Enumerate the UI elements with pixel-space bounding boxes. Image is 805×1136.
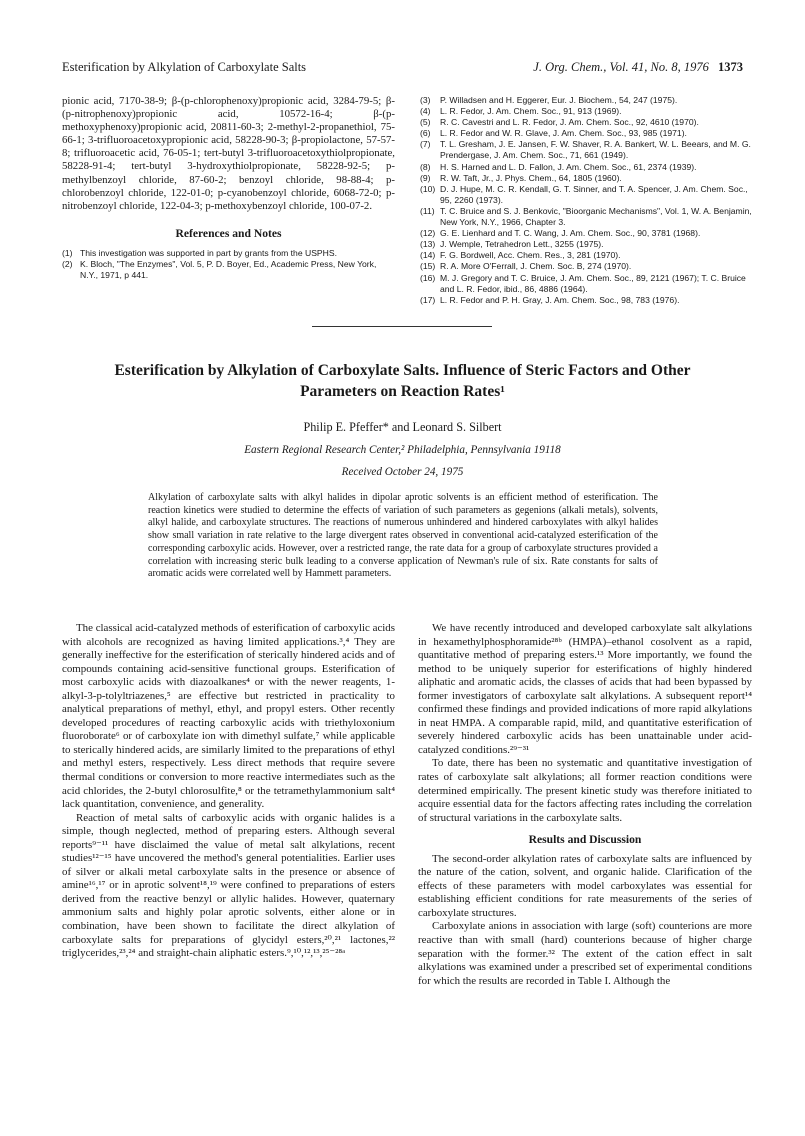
article-affiliation: Eastern Regional Research Center,² Philadelphia, Pennsylvania 19118 [244, 444, 561, 456]
body-right-column [418, 622, 752, 988]
reference-number: (12) [420, 228, 436, 239]
body-paragraph: Reaction of metal salts of carboxylic acids with organic halides is a simple, though neglected, method of preparing esters. Although several reports⁹⁻¹¹ have disclaimed the value of metal salt alkylations, recent studies¹²⁻¹⁵ have uncovered the method's general potentialities. Earlier uses of silver or alkali metal carboxylate salts in the presence or absence of amine¹⁶,¹⁷ or in aprotic solvent¹⁸,¹⁹ were confined to preparations of esters derived from the reactive benzyl or allylic halides. However, quaternary ammonium salts and highly polar aprotic solvents, either alone or in combination, have been shown to facilitate the direct alkylation of carboxylate salts for preparations of glycidyl esters,²⁰,²¹ lactones,²² triglycerides,²³,²⁴ and straight-chain aliphatic esters.⁹,¹⁰,¹²,¹³,²⁵⁻²⁸ᵃ [62, 811, 395, 960]
running-head-citation [533, 60, 743, 75]
article-abstract: Alkylation of carboxylate salts with alkyl halides in dipolar aprotic solvents is an efficient method of esterification. The reaction kinetics were studied to determine the effects of variation of such parameters as gegenions (alkali metals), solvents, alkyl halide, and carboxylate structures. The reactions of numerous unhindered and hindered carboxylates with alkyl halides show small variation in rate relative to the large divergent rates observed in conventional acid-catalyzed esterification of the corresponding carboxylic acids. However, over a restricted range, the rate data for a group of carboxylate structures provided a correlation with increasing steric bulk leading to a converse application of Newman's rule of six. Rate constants for salts of aromatic acids were correlated well by Hammett parameters. [148, 492, 658, 580]
reference-number: (9) [420, 172, 431, 183]
reference-number: (10) [420, 183, 436, 194]
registry-numbers-text: pionic acid, 7170-38-9; β-(p-chlorophenoxy)propionic acid, 3284-79-5; β-(p-nitrophenoxy)propionic acid, 10572-16-4; β-(p-methoxyphenoxy)propionic acid, 20811-60-3; 2-methyl-2-propanethiol, 75-66-1; 3-trifluoroacetoxypropionic acid, 58228-90-3; β-propiolactone, 57-57-8; trifluoroacetic acid, 76-05-1; tert-butyl 3-trifluoroacetoxythiolpropionate, 58228-91-4; tert-butyl 3-hydroxythiolpropionate, 58228-92-5; p-methylbenzoyl chloride, 87-60-2; benzoyl chloride, 98-88-4; p-chlorobenzoyl chloride, 122-01-0; p-cyanobenzoyl chloride, 6068-72-0; p-nitrobenzoyl chloride, 122-04-3; p-methoxybenzoyl chloride, 100-07-2. [62, 95, 395, 212]
previous-article-references [420, 95, 753, 306]
body-paragraph: We have recently introduced and developed carboxylate salt alkylations in hexamethylphosphoramide²⁸ᵇ (HMPA)–ethanol cosolvent as a rapid, quantitative method of preparing esters.¹³ More importantly, we found the method to be uniquely superior for esterifications of highly hindered aliphatic and aromatic acids, the classes of acids that had been bypassed by former investigators of carboxylate salt alkylations. A subsequent report¹⁴ confirmed these findings and provided indications of more rapid alkylations in neat HMPA. A comparable rapid, mild, and quantitative esterification of severely hindered carboxylic acids has been unattainable under acid-catalyzed conditions.²⁹⁻³¹ [418, 622, 752, 756]
reference-item [420, 139, 753, 161]
reference-item [420, 128, 753, 139]
reference-number: (2) [62, 259, 73, 270]
reference-item [420, 273, 753, 295]
reference-number: (17) [420, 294, 436, 305]
results-heading: Results and Discussion [528, 833, 642, 847]
notes-list [62, 248, 395, 281]
reference-text: J. Wemple, Tetrahedron Lett., 3255 (1975). [440, 239, 604, 250]
reference-text: K. Bloch, "The Enzymes", Vol. 5, P. D. Boyer, Ed., Academic Press, New York, N.Y., 1971, p 441. [80, 259, 377, 281]
reference-number: (15) [420, 261, 436, 272]
reference-item [420, 106, 753, 117]
reference-item [420, 184, 753, 206]
reference-number: (8) [420, 161, 431, 172]
reference-text: R. C. Cavestri and L. R. Fedor, J. Am. Chem. Soc., 92, 4610 (1970). [440, 117, 699, 128]
reference-text: L. R. Fedor, J. Am. Chem. Soc., 91, 913 (1969). [440, 106, 622, 117]
body-paragraph: The classical acid-catalyzed methods of esterification of carboxylic acids with alcohols are recognized as having limited applications.³,⁴ They are generally ineffective for the esterification of sterically hindered acids and of compounds containing acid-sensitive functional groups. Esterification of most carboxylic acids with diazoalkanes⁴ or with the newer reagents, 1-alkyl-3-p-tolyltriazenes,⁵ are effective but restricted in practicality to analytical preparations of methyl, ethyl, and propyl esters. Other recently developed procedures of reacting carboxylic acids with triethyloxonium fluoroborate⁶ or of carboxylate ion with dimethyl sulfate,⁷ while applicable to sterically hindered acids, are similarly limited to the preparations of ethyl and methyl esters, respectively. Less direct methods that require severe thermal conditions or conversion to more reactive intermediates such as the acid chlorides, the 2-butyl chlorosulfite,⁸ or the tetramethylammonium salt⁴ lack quantitation, convenience, and generality. [62, 622, 395, 811]
reference-number: (4) [420, 106, 431, 117]
reference-number: (14) [420, 250, 436, 261]
reference-item [420, 117, 753, 128]
reference-number: (16) [420, 272, 436, 283]
reference-number: (6) [420, 128, 431, 139]
reference-text: M. J. Gregory and T. C. Bruice, J. Am. Chem. Soc., 89, 2121 (1967); T. C. Bruice and L. R. Fedor, ibid., 86, 4886 (1964). [440, 272, 746, 294]
reference-text: T. C. Bruice and S. J. Benkovic, "Bioorganic Mechanisms", Vol. 1, W. A. Benjamin, New York, N.Y., 1966, Chapter 3. [440, 205, 752, 228]
previous-article-left-column [62, 95, 395, 281]
page-number: 1373 [718, 60, 743, 74]
reference-text: R. A. More O'Ferrall, J. Chem. Soc. B, 274 (1970). [440, 261, 632, 272]
reference-text: H. S. Harned and L. D. Fallon, J. Am. Chem. Soc., 61, 2374 (1939). [440, 161, 697, 172]
reference-item [420, 206, 753, 228]
running-head-title: Esterification by Alkylation of Carboxylate Salts [62, 60, 307, 74]
reference-number: (3) [420, 95, 431, 105]
reference-text: P. Willadsen and H. Eggerer, Eur. J. Biochem., 54, 247 (1975). [440, 95, 678, 105]
body-paragraph: Carboxylate anions in association with large (soft) counterions are more reactive than with small (hard) counterions because of higher charge separation with the former.³² The extent of the cation effect in salt alkylations was examined under a prescribed set of experimental conditions for which the results are recorded in Table I. Although the [418, 920, 752, 987]
reference-item [420, 295, 753, 306]
reference-number: (13) [420, 239, 436, 250]
reference-number: (5) [420, 117, 431, 128]
article-divider [312, 326, 492, 327]
journal-citation: J. Org. Chem., Vol. 41, No. 8, 1976 [533, 60, 709, 74]
reference-text: T. L. Gresham, J. E. Jansen, F. W. Shaver, R. A. Bankert, W. L. Beears, and M. G. Prendergase, J. Am. Chem. Soc., 71, 661 (1949). [440, 139, 751, 161]
reference-item [420, 173, 753, 184]
reference-text: G. E. Lienhard and T. C. Wang, J. Am. Chem. Soc., 90, 3781 (1968). [440, 228, 701, 239]
reference-text: This investigation was supported in part by grants from the USPHS. [80, 247, 337, 258]
reference-text: L. R. Fedor and P. H. Gray, J. Am. Chem. Soc., 98, 783 (1976). [440, 294, 680, 305]
reference-item [62, 248, 395, 259]
body-left-column [62, 622, 395, 961]
body-paragraph: To date, there has been no systematic and quantitative investigation of rates of carboxylate salt alkylations; all former reaction conditions were determined empirically. The present kinetic study was therefore initiated to acquire essential data for the factors affecting rates including the correlation of structural variations in the carboxylate salts. [418, 757, 752, 824]
reference-text: R. W. Taft, Jr., J. Phys. Chem., 64, 1805 (1960). [440, 172, 622, 183]
reference-number: (11) [420, 205, 435, 216]
reference-text: L. R. Fedor and W. R. Glave, J. Am. Chem. Soc., 93, 985 (1971). [440, 128, 687, 139]
reference-item [62, 259, 395, 281]
notes-heading: References and Notes [175, 226, 282, 240]
reference-number: (1) [62, 247, 73, 258]
reference-item [420, 239, 753, 250]
received-date: Received October 24, 1975 [341, 466, 464, 478]
running-head [62, 60, 743, 78]
reference-text: D. J. Hupe, M. C. R. Kendall, G. T. Sinner, and T. A. Spencer, J. Am. Chem. Soc., 95, 2260 (1973). [440, 183, 748, 205]
reference-text: F. G. Bordwell, Acc. Chem. Res., 3, 281 (1970). [440, 250, 621, 261]
body-paragraph: The second-order alkylation rates of carboxylate salts are influenced by the nature of the cation, solvent, and organic halide. Clarification of the effects of these parameters with model carboxylates was essential for establishing efficient conditions for rate measurements of the series of carboxylate structures. [418, 852, 752, 919]
article-title: Esterification by Alkylation of Carboxylate Salts. Influence of Steric Factors and Other Parameters on Reaction Rates¹ [114, 362, 691, 400]
reference-item [420, 162, 753, 173]
reference-item [420, 228, 753, 239]
reference-item [420, 261, 753, 272]
reference-item [420, 95, 753, 106]
reference-item [420, 250, 753, 261]
article-authors: Philip E. Pfeffer* and Leonard S. Silbert [303, 420, 502, 434]
reference-number: (7) [420, 139, 431, 150]
